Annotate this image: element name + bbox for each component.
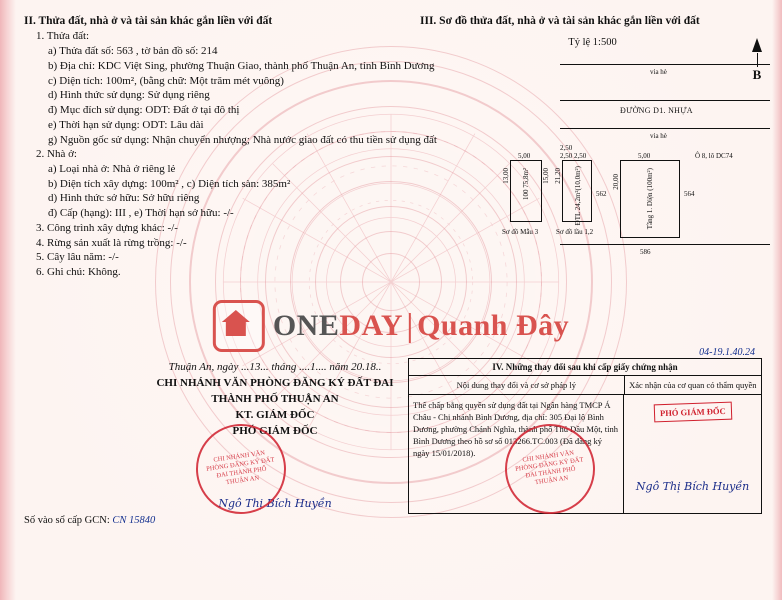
table-header-row xyxy=(409,376,761,395)
house-logo-icon xyxy=(213,300,265,352)
issuing-office-line-2: THÀNH PHỐ THUẬN AN xyxy=(211,392,339,405)
parcel-use-purpose: đ) Mục đích sử dụng: ODT: Đất ở tại đô thị xyxy=(48,104,240,117)
change-content-cell: Thế chấp bằng quyền sử dụng đất tại Ngân hàng TMCP Á Châu - Chi nhánh Bình Dương, địa chỉ: 305 Đại lộ Bình Dương, phường Chánh Nghĩa, thành phố Thủ Dầu Một, tỉnh Bình Dương theo hồ sơ số 013266.TC.003 (Đã đăng ký ngày 15/01/2018). xyxy=(409,395,624,513)
mid-box-top-dim-1: 2,50 xyxy=(560,144,573,152)
watermark-quanhday: Quanh Đây xyxy=(417,308,570,342)
authority-cell xyxy=(624,395,761,513)
place-and-date: Thuận An, ngày ...13... tháng ....1.... năm 20.18.. xyxy=(168,361,382,373)
parcel-use-term: e) Thời hạn sử dụng: ODT: Lâu dài xyxy=(48,118,204,131)
column-header-content: Nội dung thay đổi và cơ sở pháp lý xyxy=(409,376,625,395)
parcel-address: b) Địa chỉ: KDC Việt Sing, phường Thuận Giao, thành phố Thuận An, tỉnh Bình Dương xyxy=(48,59,435,72)
section-2-group-2-title: 2. Nhà ở: xyxy=(36,148,77,161)
road-label: ĐƯỜNG D1. NHỰA xyxy=(620,106,693,115)
watermark-one: ONE xyxy=(272,308,340,342)
parcel-note-label: Ô 8, lô DC74 xyxy=(695,152,733,160)
mid-box-area-label: ĐTL 24,2m²(10,0m²) xyxy=(574,166,582,226)
handwritten-date: 04-19.1.40.24 xyxy=(699,347,755,358)
left-box-top-dim: 5,00 xyxy=(518,152,531,160)
watermark-text xyxy=(273,309,569,343)
plan-caption-left: Sơ đồ Mẫu 3 xyxy=(502,228,539,236)
signer-name: Ngô Thị Bích Huyền xyxy=(218,496,332,510)
watermark-day: DAY xyxy=(339,308,404,342)
certificate-book-number-label: Số vào sổ cấp GCN: xyxy=(24,515,110,526)
other-construction: 3. Công trình xây dựng khác: -/- xyxy=(36,221,178,234)
left-decorative-border xyxy=(0,0,16,600)
certificate-book-number xyxy=(24,515,155,526)
watermark xyxy=(213,300,569,352)
deputy-director-stamp: PHÓ GIÁM ĐỐC xyxy=(653,402,731,423)
right-box-area-label: Tầng 1. Diện (100m²) xyxy=(646,168,654,230)
sidewalk-top-label: vỉa hè xyxy=(650,68,667,76)
production-forest: 4. Rừng sản xuất là rừng trồng: -/- xyxy=(36,236,187,249)
left-box-area-label: 100 75,8m² xyxy=(522,168,530,201)
official-seal-right-text: CHI NHÁNH VĂN PHÒNG ĐĂNG KÝ ĐẤT ĐAI THÀNH PHỐ THUẬN AN xyxy=(514,449,584,487)
house-grade: đ) Cấp (hạng): III , e) Thời hạn sở hữu: -/- xyxy=(48,207,234,220)
plan-caption-right: Sơ đồ lầu 1,2 xyxy=(556,228,594,236)
map-scale: Tỷ lệ 1:500 xyxy=(568,36,617,48)
official-seal-left-text: CHI NHÁNH VĂN PHÒNG ĐĂNG KÝ ĐẤT ĐAI THÀNH PHỐ THUẬN AN xyxy=(205,449,275,487)
issuing-office-line-4: PHÓ GIÁM ĐỐC xyxy=(232,424,318,437)
parcel-use-form: d) Hình thức sử dụng: Sử dụng riêng xyxy=(48,89,210,102)
right-decorative-border xyxy=(772,0,782,600)
section-3-title: III. Sơ đồ thửa đất, nhà ở và tài sản khác gắn liền với đất xyxy=(420,15,700,27)
compass-label: B xyxy=(752,67,762,82)
perennial-trees: 5. Cây lâu năm: -/- xyxy=(36,251,119,264)
right-box-left-dim: 20,00 xyxy=(612,174,620,190)
issuing-office-line-1: CHI NHÁNH VĂN PHÒNG ĐĂNG KÝ ĐẤT ĐAI xyxy=(156,376,394,389)
parcel-number: a) Thửa đất số: 563 , tờ bản đồ số: 214 xyxy=(48,45,218,58)
right-box-top-dim: 5,00 xyxy=(638,152,651,160)
column-header-authority: Xác nhận của cơ quan có thẩm quyền xyxy=(625,376,761,395)
parcel-area: c) Diện tích: 100m², (bằng chữ: Một trăm mét vuông) xyxy=(48,74,284,87)
mid-box-left-dim: 21,20 xyxy=(554,168,562,184)
house-built-area: b) Diện tích xây dựng: 100m² , c) Diện tích sàn: 385m² xyxy=(48,177,291,190)
section-4-signer-name: Ngô Thị Bích Huyền xyxy=(635,480,750,494)
neighbour-bottom-number: 586 xyxy=(640,248,651,256)
section-2-title: II. Thửa đất, nhà ở và tài sản khác gắn liền với đất xyxy=(24,15,273,27)
neighbour-left-number: 562 xyxy=(596,190,607,198)
section-4-title: IV. Những thay đổi sau khi cấp giấy chứng nhận xyxy=(409,359,761,376)
section-2 xyxy=(24,14,437,280)
parcel-origin: g) Nguồn gốc sử dụng: Nhận chuyển nhượng; Nhà nước giao đất có thu tiền sử dụng đất xyxy=(48,133,437,146)
house-type: a) Loại nhà ở: Nhà ở riêng lẻ xyxy=(48,163,176,176)
left-box-right-dim: 15,00 xyxy=(542,168,550,184)
section-3 xyxy=(420,14,765,50)
issuing-office-line-3: KT. GIÁM ĐỐC xyxy=(235,408,315,421)
neighbour-right-number: 564 xyxy=(684,190,695,198)
house-ownership-form: d) Hình thức sở hữu: Sở hữu riêng xyxy=(48,192,200,205)
cadastral-plan xyxy=(500,56,770,256)
left-box-left-dim: 13,00 xyxy=(502,168,510,184)
notes: 6. Ghi chú: Không. xyxy=(36,266,121,279)
sidewalk-mid-label: vỉa hè xyxy=(650,132,667,140)
section-2-group-1-title: 1. Thửa đất: xyxy=(36,30,90,43)
mid-box-top-dim-2: 2,50 2,50 xyxy=(560,152,587,160)
certificate-book-number-value: CN 15840 xyxy=(112,515,156,526)
